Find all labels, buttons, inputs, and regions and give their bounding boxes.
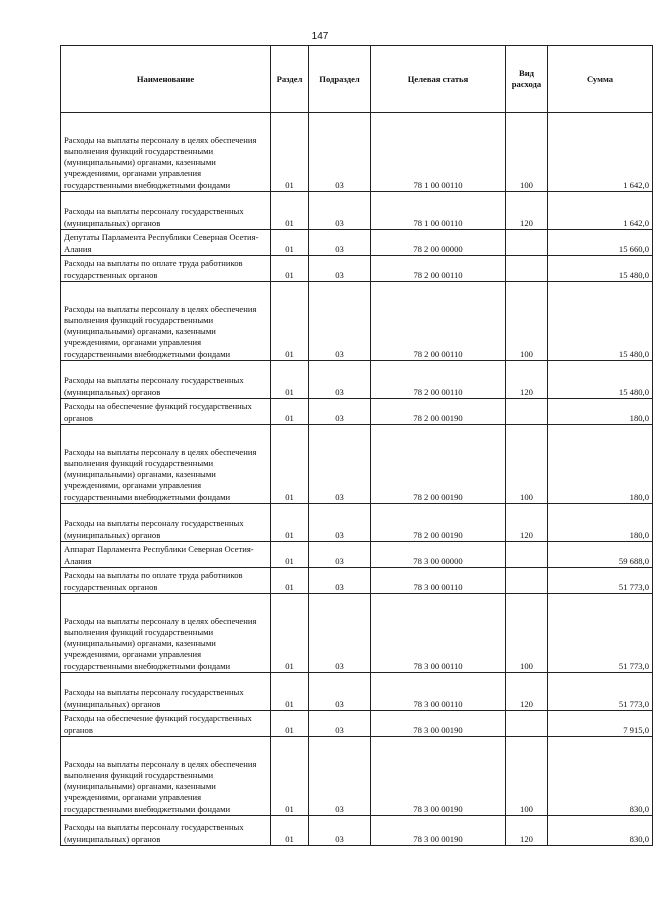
row-amount: 180,0 <box>548 425 653 504</box>
row-target: 78 3 00 00110 <box>371 594 506 673</box>
row-name: Аппарат Парламента Республики Северная Осетия-Алания <box>61 542 271 568</box>
table-row <box>61 361 653 399</box>
row-expense-type: 120 <box>506 192 548 230</box>
row-target: 78 3 00 00190 <box>371 737 506 816</box>
row-amount: 15 480,0 <box>548 256 653 282</box>
row-expense-type: 120 <box>506 504 548 542</box>
row-amount: 51 773,0 <box>548 568 653 594</box>
row-section: 01 <box>271 542 309 568</box>
row-subsection: 03 <box>309 113 371 192</box>
row-section: 01 <box>271 256 309 282</box>
table-row <box>61 737 653 816</box>
row-expense-type: 120 <box>506 816 548 846</box>
row-name: Расходы на выплаты персоналу государственных (муниципальных) органов <box>61 361 271 399</box>
row-expense-type <box>506 256 548 282</box>
row-name: Расходы на обеспечение функций государственных органов <box>61 399 271 425</box>
row-subsection: 03 <box>309 711 371 737</box>
row-name: Расходы на выплаты по оплате труда работников государственных органов <box>61 568 271 594</box>
row-target: 78 2 00 00110 <box>371 256 506 282</box>
table-row <box>61 542 653 568</box>
row-section: 01 <box>271 361 309 399</box>
row-amount: 1 642,0 <box>548 192 653 230</box>
row-target: 78 3 00 00000 <box>371 542 506 568</box>
table-header-row <box>61 46 653 113</box>
row-target: 78 3 00 00190 <box>371 711 506 737</box>
row-amount: 15 480,0 <box>548 282 653 361</box>
row-subsection: 03 <box>309 256 371 282</box>
table-row <box>61 230 653 256</box>
table-row <box>61 113 653 192</box>
header-name: Наименование <box>61 46 271 113</box>
row-name: Расходы на выплаты персоналу в целях обеспечения выполнения функций государственными (муниципальными) органами, казенными учреждениями, органами управления государственными внебюджетными фондами <box>61 425 271 504</box>
row-target: 78 2 00 00110 <box>371 282 506 361</box>
row-section: 01 <box>271 816 309 846</box>
row-amount: 51 773,0 <box>548 673 653 711</box>
table-row <box>61 568 653 594</box>
budget-table <box>60 45 653 846</box>
row-expense-type: 120 <box>506 361 548 399</box>
row-amount: 180,0 <box>548 399 653 425</box>
row-amount: 1 642,0 <box>548 113 653 192</box>
row-expense-type: 100 <box>506 425 548 504</box>
row-name: Расходы на выплаты персоналу в целях обеспечения выполнения функций государственными (муниципальными) органами, казенными учреждениями, органами управления государственными внебюджетными фондами <box>61 737 271 816</box>
row-subsection: 03 <box>309 673 371 711</box>
row-target: 78 2 00 00190 <box>371 399 506 425</box>
table-row <box>61 594 653 673</box>
row-target: 78 2 00 00110 <box>371 361 506 399</box>
header-section: Раздел <box>271 46 309 113</box>
row-subsection: 03 <box>309 230 371 256</box>
row-name: Расходы на выплаты персоналу государственных (муниципальных) органов <box>61 816 271 846</box>
row-name: Расходы на выплаты персоналу государственных (муниципальных) органов <box>61 504 271 542</box>
header-amount: Сумма <box>548 46 653 113</box>
table-row <box>61 425 653 504</box>
row-target: 78 3 00 00190 <box>371 816 506 846</box>
row-name: Расходы на выплаты персоналу государственных (муниципальных) органов <box>61 192 271 230</box>
row-subsection: 03 <box>309 816 371 846</box>
row-amount: 15 480,0 <box>548 361 653 399</box>
row-section: 01 <box>271 673 309 711</box>
table-row <box>61 282 653 361</box>
row-subsection: 03 <box>309 361 371 399</box>
row-subsection: 03 <box>309 542 371 568</box>
header-expense-type: Вид расхода <box>506 46 548 113</box>
table-row <box>61 399 653 425</box>
table-row <box>61 256 653 282</box>
row-amount: 59 688,0 <box>548 542 653 568</box>
row-amount: 830,0 <box>548 737 653 816</box>
row-subsection: 03 <box>309 594 371 673</box>
row-section: 01 <box>271 113 309 192</box>
row-amount: 15 660,0 <box>548 230 653 256</box>
row-expense-type <box>506 399 548 425</box>
row-expense-type <box>506 568 548 594</box>
row-section: 01 <box>271 230 309 256</box>
table-row <box>61 192 653 230</box>
row-name: Депутаты Парламента Республики Северная Осетия-Алания <box>61 230 271 256</box>
row-subsection: 03 <box>309 504 371 542</box>
header-subsection: Подраздел <box>309 46 371 113</box>
row-amount: 180,0 <box>548 504 653 542</box>
row-target: 78 1 00 00110 <box>371 192 506 230</box>
row-section: 01 <box>271 568 309 594</box>
row-section: 01 <box>271 737 309 816</box>
row-expense-type <box>506 711 548 737</box>
row-section: 01 <box>271 711 309 737</box>
row-amount: 7 915,0 <box>548 711 653 737</box>
row-name: Расходы на выплаты персоналу в целях обеспечения выполнения функций государственными (муниципальными) органами, казенными учреждениями, органами управления государственными внебюджетными фондами <box>61 282 271 361</box>
row-amount: 51 773,0 <box>548 594 653 673</box>
row-target: 78 3 00 00110 <box>371 568 506 594</box>
row-expense-type <box>506 230 548 256</box>
row-subsection: 03 <box>309 192 371 230</box>
row-expense-type: 120 <box>506 673 548 711</box>
row-section: 01 <box>271 594 309 673</box>
row-section: 01 <box>271 399 309 425</box>
row-target: 78 2 00 00000 <box>371 230 506 256</box>
row-expense-type <box>506 542 548 568</box>
table-row <box>61 816 653 846</box>
row-expense-type: 100 <box>506 113 548 192</box>
header-target: Целевая статья <box>371 46 506 113</box>
row-section: 01 <box>271 504 309 542</box>
table-row <box>61 504 653 542</box>
row-amount: 830,0 <box>548 816 653 846</box>
row-target: 78 3 00 00110 <box>371 673 506 711</box>
row-target: 78 2 00 00190 <box>371 504 506 542</box>
row-subsection: 03 <box>309 399 371 425</box>
row-subsection: 03 <box>309 282 371 361</box>
row-target: 78 2 00 00190 <box>371 425 506 504</box>
row-target: 78 1 00 00110 <box>371 113 506 192</box>
row-name: Расходы на выплаты персоналу в целях обеспечения выполнения функций государственными (муниципальными) органами, казенными учреждениями, органами управления государственными внебюджетными фондами <box>61 113 271 192</box>
row-name: Расходы на выплаты по оплате труда работников государственных органов <box>61 256 271 282</box>
row-expense-type: 100 <box>506 737 548 816</box>
row-subsection: 03 <box>309 425 371 504</box>
row-section: 01 <box>271 192 309 230</box>
row-expense-type: 100 <box>506 282 548 361</box>
row-section: 01 <box>271 425 309 504</box>
table-row <box>61 673 653 711</box>
page-number: 147 <box>311 31 329 42</box>
table-row <box>61 711 653 737</box>
row-name: Расходы на выплаты персоналу государственных (муниципальных) органов <box>61 673 271 711</box>
row-name: Расходы на обеспечение функций государственных органов <box>61 711 271 737</box>
row-expense-type: 100 <box>506 594 548 673</box>
row-section: 01 <box>271 282 309 361</box>
row-subsection: 03 <box>309 568 371 594</box>
row-subsection: 03 <box>309 737 371 816</box>
row-name: Расходы на выплаты персоналу в целях обеспечения выполнения функций государственными (муниципальными) органами, казенными учреждениями, органами управления государственными внебюджетными фондами <box>61 594 271 673</box>
